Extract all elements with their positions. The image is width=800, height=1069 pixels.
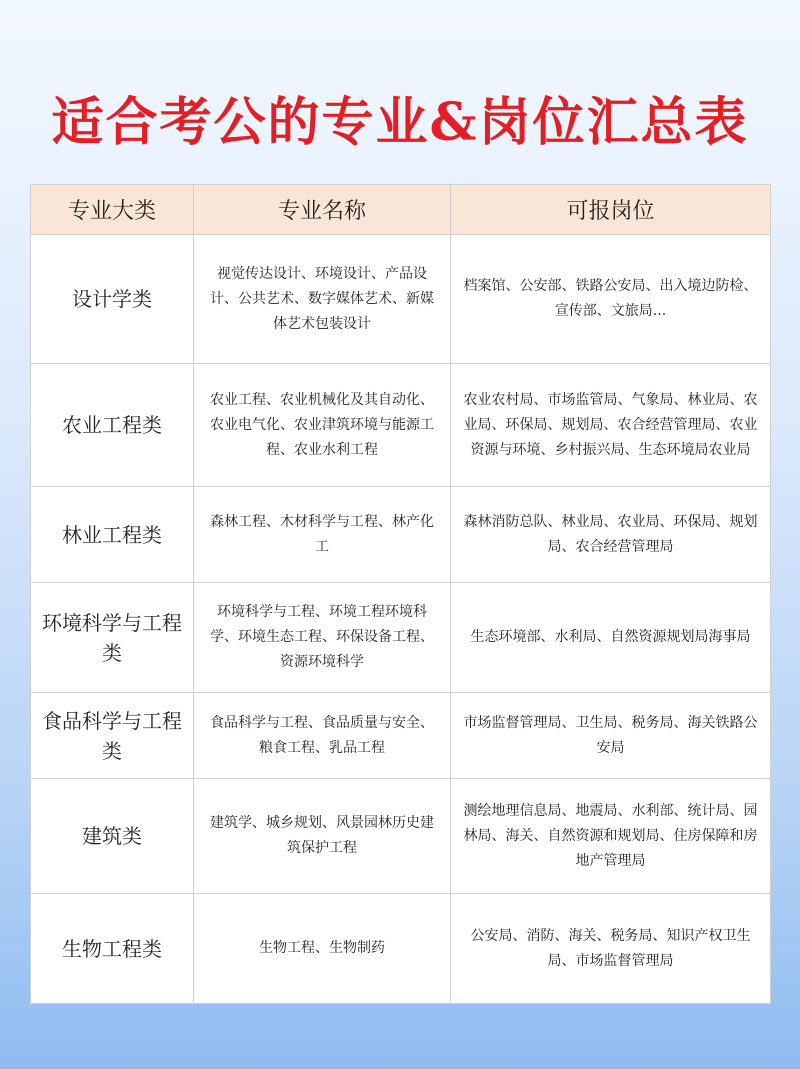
majors-table <box>30 184 771 1004</box>
header-positions: 可报岗位 <box>451 185 771 235</box>
table-row <box>31 364 771 487</box>
page-title: 适合考公的专业&岗位汇总表 <box>51 92 749 153</box>
majors-cell: 食品科学与工程、食品质量与安全、粮食工程、乳品工程 <box>194 693 451 779</box>
positions-cell: 档案馆、公安部、铁路公安局、出入境边防检、宣传部、文旅局... <box>451 235 771 364</box>
category-cell: 林业工程类 <box>31 487 194 583</box>
category-cell: 食品科学与工程类 <box>31 693 194 779</box>
majors-cell: 视觉传达设计、环境设计、产品设计、公共艺术、数字媒体艺术、新媒体艺术包装设计 <box>194 235 451 364</box>
positions-cell: 公安局、消防、海关、税务局、知识产权卫生局、市场监督管理局 <box>451 894 771 1004</box>
majors-cell: 建筑学、城乡规划、风景园林历史建筑保护工程 <box>194 779 451 894</box>
majors-cell: 生物工程、生物制药 <box>194 894 451 1004</box>
positions-cell: 生态环境部、水利局、自然资源规划局海事局 <box>451 583 771 693</box>
positions-cell: 森林消防总队、林业局、农业局、环保局、规划局、农合经营管理局 <box>451 487 771 583</box>
table-row <box>31 693 771 779</box>
majors-cell: 农业工程、农业机械化及其自动化、农业电气化、农业津筑环境与能源工程、农业水利工程 <box>194 364 451 487</box>
positions-cell: 测绘地理信息局、地震局、水利部、统计局、园林局、海关、自然资源和规划局、住房保障和房地产管理局 <box>451 779 771 894</box>
category-cell: 生物工程类 <box>31 894 194 1004</box>
category-cell: 建筑类 <box>31 779 194 894</box>
majors-cell: 森林工程、木材科学与工程、林产化工 <box>194 487 451 583</box>
majors-cell: 环境科学与工程、环境工程环境科学、环境生态工程、环保设备工程、资源环境科学 <box>194 583 451 693</box>
table-row <box>31 487 771 583</box>
table-row <box>31 583 771 693</box>
positions-cell: 市场监督管理局、卫生局、税务局、海关铁路公安局 <box>451 693 771 779</box>
table-row <box>31 779 771 894</box>
table-header-row <box>31 185 771 235</box>
table-row <box>31 235 771 364</box>
header-majors: 专业名称 <box>194 185 451 235</box>
table-row <box>31 894 771 1004</box>
positions-cell: 农业农村局、市场监管局、气象局、林业局、农业局、环保局、规划局、农合经营管理局、农业资源与环境、乡村振兴局、生态环境局农业局 <box>451 364 771 487</box>
category-cell: 农业工程类 <box>31 364 194 487</box>
category-cell: 环境科学与工程类 <box>31 583 194 693</box>
category-cell: 设计学类 <box>31 235 194 364</box>
header-category: 专业大类 <box>31 185 194 235</box>
